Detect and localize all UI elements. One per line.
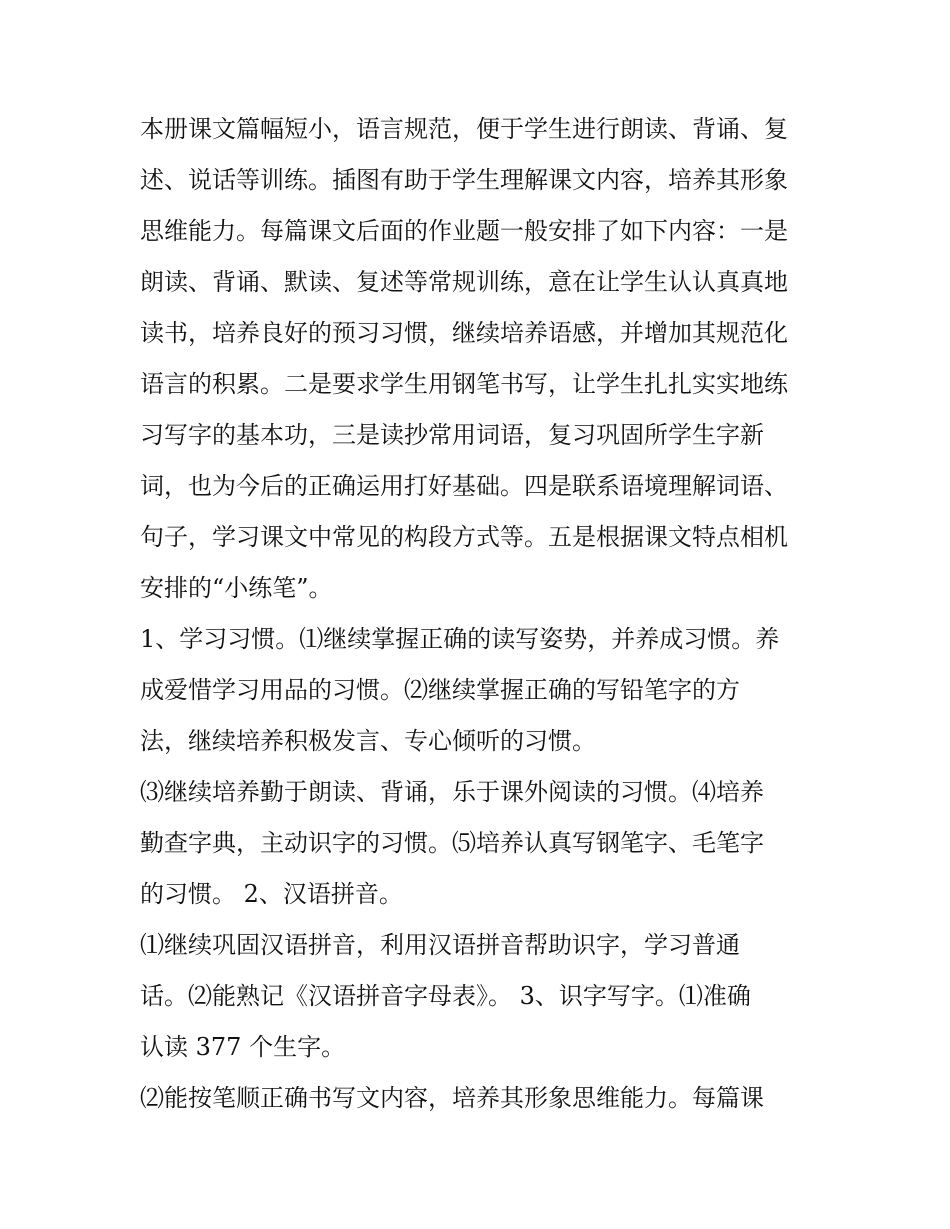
text-line: 读书，培养良好的预习习惯，继续培养语感，并增加其规范化 [140, 319, 788, 347]
text-line: 语言的积累。二是要求学生用钢笔书写，让学生扎扎实实地练 [140, 370, 788, 398]
text-line: 1、学习习惯。⑴继续掌握正确的读写姿势，并养成习惯。养 [140, 625, 780, 653]
text-line: 话。⑵能熟记《汉语拼音字母表》。 3、识字写字。⑴准确 [140, 982, 751, 1010]
text-line: ⑶继续培养勤于朗读、背诵，乐于课外阅读的习惯。⑷培养 [140, 778, 764, 806]
text-line: 的习惯。 2、汉语拼音。 [140, 880, 403, 908]
text-line: 述、说话等训练。插图有助于学生理解课文内容，培养其形象 [140, 166, 788, 194]
text-line: 思维能力。每篇课文后面的作业题一般安排了如下内容：一是 [140, 217, 788, 245]
body-text [140, 104, 840, 1124]
text-line: ⑵能按笔顺正确书写文内容，培养其形象思维能力。每篇课 [140, 1084, 764, 1112]
text-line: 安排的“小练笔”。 [140, 574, 333, 602]
text-line: 成爱惜学习用品的习惯。⑵继续掌握正确的写铅笔字的方 [140, 676, 740, 704]
text-line: 词，也为今后的正确运用打好基础。四是联系语境理解词语、 [140, 472, 788, 500]
text-line: 本册课文篇幅短小，语言规范，便于学生进行朗读、背诵、复 [140, 115, 788, 143]
text-line: 法，继续培养积极发言、专心倾听的习惯。 [140, 727, 596, 755]
text-line: 认读 377 个生字。 [140, 1033, 346, 1061]
text-line: 朗读、背诵、默读、复述等常规训练，意在让学生认认真真地 [140, 268, 788, 296]
text-line: ⑴继续巩固汉语拼音，利用汉语拼音帮助识字，学习普通 [140, 931, 740, 959]
text-line: 勤查字典，主动识字的习惯。⑸培养认真写钢笔字、毛笔字 [140, 829, 764, 857]
text-line: 句子，学习课文中常见的构段方式等。五是根据课文特点相机 [140, 523, 788, 551]
text-line: 习写字的基本功，三是读抄常用词语，复习巩固所学生字新 [140, 421, 764, 449]
